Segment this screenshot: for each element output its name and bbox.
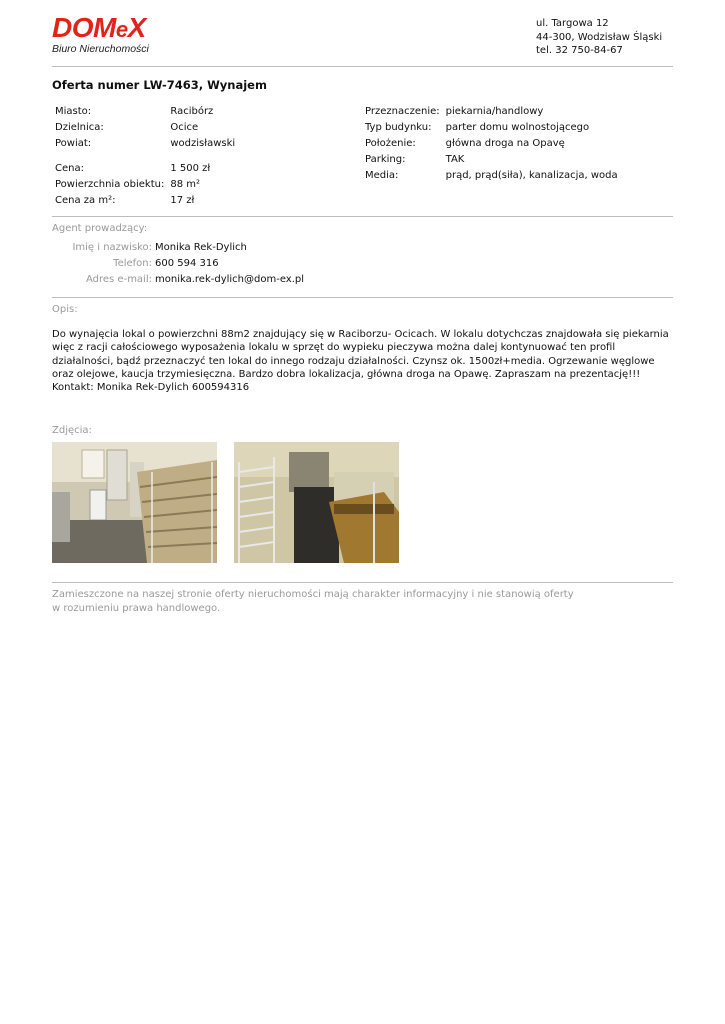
detail-row-purpose bbox=[362, 103, 621, 119]
detail-row-district bbox=[52, 119, 238, 135]
description-section-label: Opis: bbox=[52, 304, 78, 315]
detail-label: Typ budynku: bbox=[365, 121, 432, 133]
divider bbox=[52, 582, 673, 583]
agent-email-link[interactable]: monika.rek-dylich@dom-ex.pl bbox=[155, 274, 305, 285]
detail-label: Przeznaczenie: bbox=[365, 105, 440, 117]
agent-phone-row bbox=[52, 258, 304, 274]
detail-value: prąd, prąd(siła), kanalizacja, woda bbox=[445, 169, 618, 181]
detail-label: Media: bbox=[365, 169, 399, 181]
agent-name-label: Imię i nazwisko: bbox=[72, 242, 152, 253]
detail-value: Ocice bbox=[170, 121, 199, 133]
detail-row-building-type bbox=[362, 119, 621, 135]
description-text: Do wynajęcia lokal o powierzchni 88m2 znajdujący się w Raciborzu- Ocicach. W lokalu dotychczas znajdowała się piekarnia więc z racji całościowego wyposażenia lokalu w sprzęt do wypieku pieczywa można dalej kontynuować ten profil działalności, bądź przeznaczyć ten lokal do innego rodzaju działalności. Czynsz ok. 1500zł+media. Ogrzewanie węglowe oraz olejowe, kaucja trzymiesięczna. Bardzo dobra lokalizacja, główna droga na Opawę. Zapraszam na prezentację!!! bbox=[52, 329, 669, 380]
agent-section-label: Agent prowadzący: bbox=[52, 223, 148, 234]
photos-section-label: Zdjęcia: bbox=[52, 425, 92, 436]
agent-info bbox=[52, 242, 304, 290]
divider bbox=[52, 216, 673, 217]
agent-email-label: Adres e-mail: bbox=[85, 274, 152, 285]
detail-row-utilities bbox=[362, 167, 621, 183]
detail-row-price bbox=[52, 160, 238, 176]
agent-email-row bbox=[52, 274, 304, 290]
detail-row-city bbox=[52, 103, 238, 119]
company-address bbox=[536, 17, 662, 58]
agent-phone-label: Telefon: bbox=[113, 258, 152, 269]
offer-details-right bbox=[362, 103, 621, 183]
offer-description bbox=[52, 328, 673, 394]
company-logo bbox=[52, 14, 172, 55]
detail-value: Racibórz bbox=[170, 105, 214, 117]
disclaimer-line-1: Zamieszczone na naszej stronie oferty nieruchomości mają charakter informacyjny i nie stanowią oferty bbox=[52, 589, 574, 600]
address-phone: tel. 32 750-84-67 bbox=[536, 45, 623, 56]
detail-value: 88 m² bbox=[170, 178, 200, 190]
agent-name-row bbox=[52, 242, 304, 258]
detail-label: Parking: bbox=[365, 153, 406, 165]
detail-value: 1 500 zł bbox=[170, 162, 211, 174]
detail-label: Cena za m²: bbox=[55, 194, 116, 206]
disclaimer-line-2: w rozumieniu prawa handlowego. bbox=[52, 602, 221, 614]
detail-value: 17 zł bbox=[170, 194, 195, 206]
detail-label: Cena: bbox=[55, 162, 84, 174]
agent-phone[interactable]: 600 594 316 bbox=[155, 258, 219, 269]
divider bbox=[52, 66, 673, 67]
detail-row-price-per-m2 bbox=[52, 192, 238, 208]
detail-label: Powierzchnia obiektu: bbox=[55, 178, 165, 190]
address-city: 44-300, Wodzisław Śląski bbox=[536, 31, 663, 43]
divider bbox=[52, 297, 673, 298]
description-contact: Kontakt: Monika Rek-Dylich 600594316 bbox=[52, 382, 250, 394]
detail-label: Powiat: bbox=[55, 137, 92, 149]
detail-value: wodzisławski bbox=[170, 137, 236, 149]
agent-name: Monika Rek-Dylich bbox=[155, 242, 247, 253]
detail-label: Położenie: bbox=[365, 137, 416, 149]
detail-value: TAK bbox=[445, 153, 465, 165]
detail-label: Dzielnica: bbox=[55, 121, 104, 133]
logo-subtitle: Biuro Nieruchomości bbox=[52, 43, 149, 55]
disclaimer bbox=[52, 588, 574, 615]
offer-photo-2[interactable] bbox=[234, 442, 399, 563]
detail-row-parking bbox=[362, 151, 621, 167]
offer-title: Oferta numer LW-7463, Wynajem bbox=[52, 78, 267, 92]
detail-row-area bbox=[52, 176, 238, 192]
detail-value: parter domu wolnostojącego bbox=[445, 121, 590, 133]
detail-label: Miasto: bbox=[55, 105, 92, 117]
offer-details-left bbox=[52, 103, 238, 208]
detail-value: piekarnia/handlowy bbox=[445, 105, 544, 117]
address-street: ul. Targowa 12 bbox=[536, 18, 609, 29]
detail-value: główna droga na Opavę bbox=[445, 137, 565, 149]
logo-wordmark: DOMeX bbox=[52, 12, 146, 43]
detail-row-location bbox=[362, 135, 621, 151]
detail-row-county bbox=[52, 135, 238, 151]
offer-photo-1[interactable] bbox=[52, 442, 217, 563]
